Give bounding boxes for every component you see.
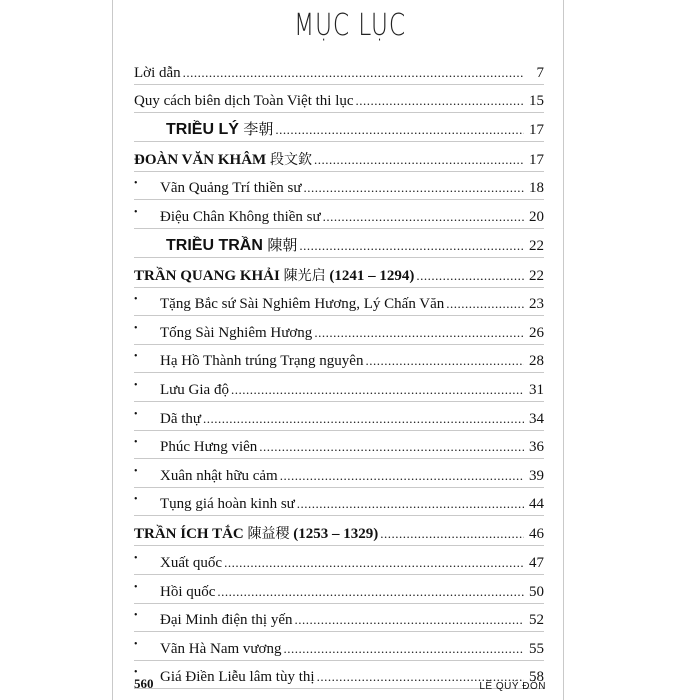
toc-entry-page: 39 xyxy=(529,467,544,484)
toc-entry-label xyxy=(134,352,363,370)
table-of-contents xyxy=(134,56,544,689)
toc-entry-title: Xuân nhật hữu cảm xyxy=(160,467,278,484)
toc-entry-years: (1241 – 1294) xyxy=(329,267,415,284)
toc-entry-han-name: 陳益稷 xyxy=(247,526,290,543)
bullet-icon: • xyxy=(134,494,138,506)
toc-entry-title: Xuất quốc xyxy=(160,554,223,571)
toc-entry-page: 23 xyxy=(529,296,544,313)
toc-entry-label xyxy=(134,467,278,485)
bullet-icon: • xyxy=(134,667,138,679)
toc-entry-page: 52 xyxy=(529,612,544,629)
toc-entry-title: Tụng giá hoàn kinh sư xyxy=(160,496,295,513)
toc-entry-page: 44 xyxy=(529,496,544,513)
toc-entry-label xyxy=(134,640,281,658)
dot-leader xyxy=(314,324,524,342)
toc-entry-plain[interactable] xyxy=(134,56,544,82)
dot-leader xyxy=(416,267,524,285)
bullet-icon: • xyxy=(134,322,138,334)
dot-leader xyxy=(365,352,524,370)
toc-entry-han-name: 段文欽 xyxy=(269,151,312,168)
toc-entry-bullet[interactable] xyxy=(134,488,544,514)
dot-leader xyxy=(224,554,524,572)
dot-leader xyxy=(283,640,524,658)
toc-entry-page: 22 xyxy=(529,237,544,254)
dot-leader xyxy=(446,295,524,313)
toc-entry-title: Hạ Hồ Thành trúng Trạng nguyên xyxy=(160,353,364,370)
toc-entry-label xyxy=(134,92,354,110)
bullet-icon: • xyxy=(134,351,138,363)
toc-entry-author[interactable] xyxy=(134,516,544,543)
page-title: MỤC LỤC xyxy=(294,8,406,43)
toc-entry-title: Tống Sài Nghiêm Hương xyxy=(160,324,313,341)
toc-entry-bullet[interactable] xyxy=(134,200,544,226)
toc-entry-bullet[interactable] xyxy=(134,459,544,485)
dot-leader xyxy=(294,611,524,629)
toc-entry-label xyxy=(134,120,273,139)
dot-leader xyxy=(356,92,524,110)
toc-entry-dynasty[interactable] xyxy=(134,113,544,139)
bullet-icon: • xyxy=(134,581,138,593)
toc-entry-label xyxy=(134,438,257,456)
toc-entry-label xyxy=(134,495,295,513)
toc-entry-han-name: 李朝 xyxy=(243,119,274,138)
toc-entry-years: (1253 – 1329) xyxy=(293,526,379,543)
toc-entry-label xyxy=(134,410,201,428)
toc-entry-label xyxy=(134,236,297,255)
toc-entry-bullet[interactable] xyxy=(134,402,544,428)
toc-entry-page: 58 xyxy=(529,669,544,686)
dot-leader xyxy=(323,208,524,226)
toc-entry-page: 50 xyxy=(529,583,544,600)
toc-entry-page: 46 xyxy=(529,526,544,543)
toc-entry-title: Phúc Hưng viên xyxy=(160,439,258,456)
toc-entry-title: Vãn Hà Nam vương xyxy=(160,640,282,657)
toc-entry-bullet[interactable] xyxy=(134,632,544,658)
toc-entry-title: TRẦN ÍCH TẮC xyxy=(134,526,244,543)
toc-entry-page: 34 xyxy=(529,410,544,427)
bullet-icon: • xyxy=(134,294,138,306)
bullet-icon: • xyxy=(134,206,138,218)
dot-leader xyxy=(280,467,524,485)
toc-entry-title: TRẦN QUANG KHẢI xyxy=(134,267,280,284)
toc-entry-label xyxy=(134,267,414,285)
toc-entry-page: 36 xyxy=(529,439,544,456)
toc-entry-label xyxy=(134,525,378,543)
footer-author: LÊ QUÝ ĐÔN xyxy=(479,681,546,692)
dot-leader xyxy=(380,525,524,543)
toc-entry-label xyxy=(134,64,181,82)
toc-entry-bullet[interactable] xyxy=(134,546,544,572)
bullet-icon: • xyxy=(134,408,138,420)
bullet-icon: • xyxy=(134,379,138,391)
dot-leader xyxy=(314,151,524,169)
dot-leader xyxy=(275,121,524,139)
toc-entry-page: 20 xyxy=(529,208,544,225)
dot-leader xyxy=(303,179,524,197)
dot-leader xyxy=(297,495,524,513)
dot-leader xyxy=(203,410,524,428)
toc-entry-title: Giá Điền Liễu lâm tùy thị xyxy=(160,669,315,686)
bullet-icon: • xyxy=(134,437,138,449)
toc-entry-bullet[interactable] xyxy=(134,604,544,630)
bullet-icon: • xyxy=(134,610,138,622)
toc-entry-bullet[interactable] xyxy=(134,172,544,198)
toc-entry-author[interactable] xyxy=(134,258,544,285)
toc-entry-author[interactable] xyxy=(134,142,544,169)
toc-entry-label xyxy=(134,554,222,572)
toc-entry-page: 55 xyxy=(529,640,544,657)
dot-leader xyxy=(259,438,524,456)
toc-entry-han-name: 陳光启 xyxy=(283,267,326,284)
toc-entry-title: Dã thự xyxy=(160,410,202,427)
toc-entry-bullet[interactable] xyxy=(134,288,544,314)
toc-entry-bullet[interactable] xyxy=(134,431,544,457)
toc-entry-page: 17 xyxy=(529,121,544,138)
toc-entry-title: ĐOÀN VĂN KHÂM xyxy=(134,151,267,168)
toc-entry-title: Đại Minh điện thị yến xyxy=(160,612,293,629)
toc-entry-page: 28 xyxy=(529,353,544,370)
footer-page-number: 560 xyxy=(134,676,154,691)
toc-entry-label xyxy=(134,295,444,313)
toc-entry-page: 22 xyxy=(529,267,544,284)
toc-entry-dynasty[interactable] xyxy=(134,229,544,255)
toc-entry-title: Điệu Chân Không thiền sư xyxy=(160,208,321,225)
toc-entry-bullet[interactable] xyxy=(134,575,544,601)
toc-entry-han-name: 陳朝 xyxy=(267,235,298,254)
dot-leader xyxy=(231,381,524,399)
toc-entry-label xyxy=(134,668,315,686)
toc-entry-page: 7 xyxy=(536,64,544,81)
toc-entry-label xyxy=(134,151,312,169)
toc-entry-title: Tặng Bắc sứ Sài Nghiêm Hương, Lý Chấn Văn xyxy=(160,296,445,313)
toc-entry-title: Hồi quốc xyxy=(160,583,216,600)
bullet-icon: • xyxy=(134,638,138,650)
toc-entry-title: Vãn Quảng Trí thiền sư xyxy=(160,180,302,197)
toc-entry-bullet[interactable] xyxy=(134,345,544,371)
toc-entry-page: 17 xyxy=(529,151,544,168)
dot-leader xyxy=(217,583,524,601)
dot-leader xyxy=(299,237,524,255)
bullet-icon: • xyxy=(134,178,138,190)
toc-entry-title: TRIỀU LÝ xyxy=(166,120,239,138)
toc-entry-page: 47 xyxy=(529,554,544,571)
toc-entry-title: Quy cách biên dịch Toàn Việt thi lục xyxy=(134,93,354,110)
toc-entry-plain[interactable] xyxy=(134,85,544,111)
toc-entry-label xyxy=(134,179,301,197)
toc-entry-title: TRIỀU TRẦN xyxy=(166,236,263,254)
bullet-icon: • xyxy=(134,465,138,477)
toc-entry-label xyxy=(134,208,321,226)
toc-entry-page: 31 xyxy=(529,381,544,398)
toc-entry-page: 18 xyxy=(529,180,544,197)
toc-entry-page: 15 xyxy=(529,93,544,110)
bullet-icon: • xyxy=(134,552,138,564)
toc-entry-title: Lời dẫn xyxy=(134,64,181,81)
toc-entry-label xyxy=(134,583,215,601)
toc-entry-bullet[interactable] xyxy=(134,316,544,342)
toc-entry-label xyxy=(134,611,292,629)
toc-entry-label xyxy=(134,381,229,399)
dot-leader xyxy=(183,64,524,82)
toc-entry-bullet[interactable] xyxy=(134,373,544,399)
toc-entry-label xyxy=(134,324,312,342)
toc-entry-title: Lưu Gia độ xyxy=(160,381,229,398)
toc-entry-page: 26 xyxy=(529,324,544,341)
